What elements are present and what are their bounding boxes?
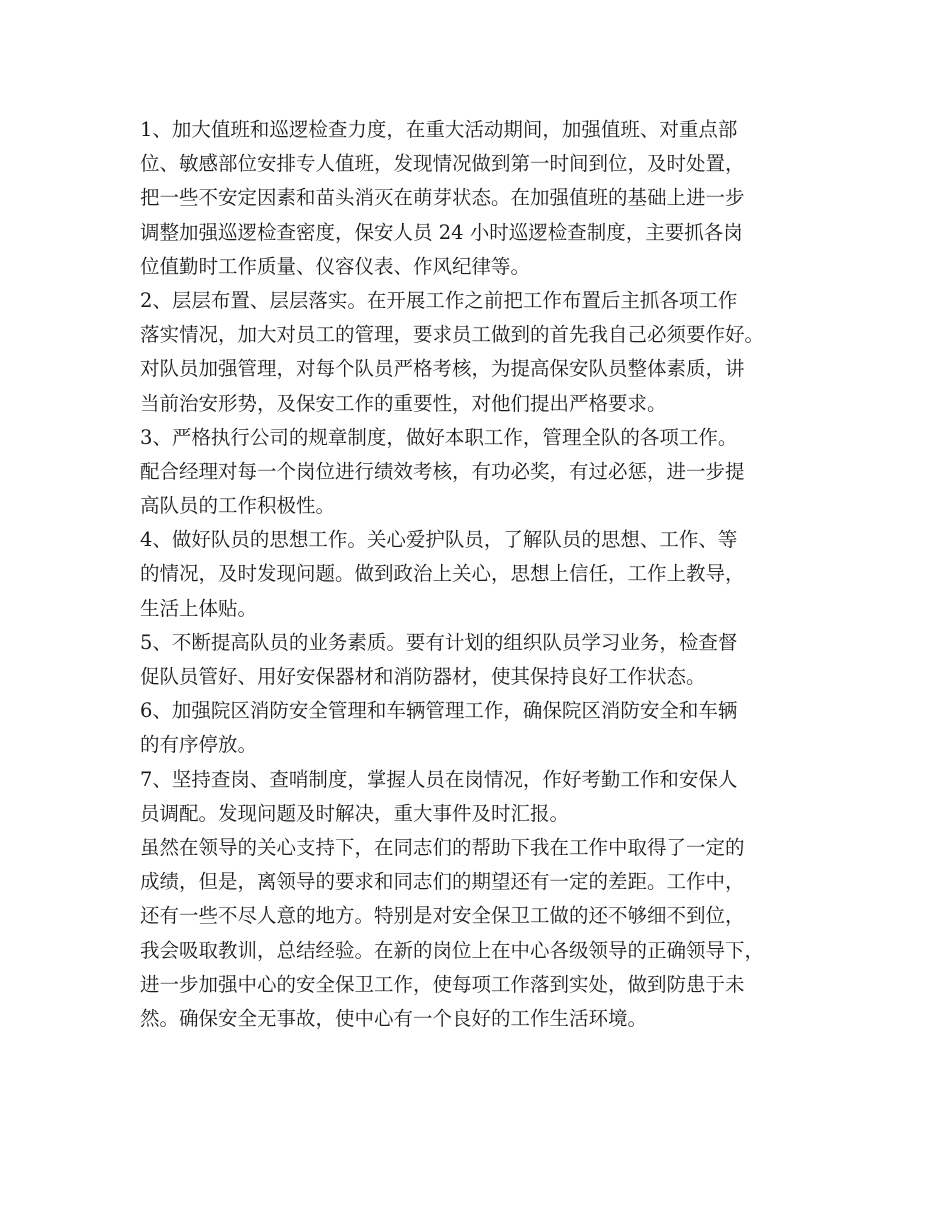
text-line: 把一些不安定因素和苗头消灭在萌芽状态。在加强值班的基础上进一步 xyxy=(140,186,745,210)
text-line: 7、坚持查岗、查哨制度，掌握人员在岗情况，作好考勤工作和安保人 xyxy=(140,767,738,791)
text-line: 成绩，但是，离领导的要求和同志们的期望还有一定的差距。工作中， xyxy=(140,870,745,894)
text-line: 还有一些不尽人意的地方。特别是对安全保卫工做的还不够细不到位， xyxy=(140,904,745,928)
text-line: 位值勤时工作质量、仪容仪表、作风纪律等。 xyxy=(140,254,531,278)
text-line: 促队员管好、用好安保器材和消防器材，使其保持良好工作状态。 xyxy=(140,665,706,688)
text-line: 的有序停放。 xyxy=(140,733,258,757)
text-line: 的情况，及时发现问题。做到政治上关心，思想上信任，工作上教导， xyxy=(140,562,745,586)
text-line: 1、加大值班和巡逻检查力度，在重大活动期间，加强值班、对重点部 xyxy=(140,118,738,141)
text-line: 6、加强院区消防安全管理和车辆管理工作，确保院区消防安全和车辆 xyxy=(140,699,738,723)
text-line: 3、严格执行公司的规章制度，做好本职工作，管理全队的各项工作。 xyxy=(140,425,738,449)
text-line: 生活上体贴。 xyxy=(140,596,258,620)
text-line: 进一步加强中心的安全保卫工作，使每项工作落到实处，做到防患于未 xyxy=(140,972,745,996)
text-line: 对队员加强管理，对每个队员严格考核，为提高保安队员整体素质，讲 xyxy=(140,357,745,381)
text-line: 4、做好队员的思想工作。关心爱护队员，了解队员的思想、工作、等 xyxy=(140,528,738,552)
text-line: 当前治安形势，及保安工作的重要性，对他们提出严格要求。 xyxy=(140,391,667,415)
text-line: 位、敏感部位安排专人值班，发现情况做到第一时间到位，及时处置， xyxy=(140,152,745,176)
text-line: 配合经理对每一个岗位进行绩效考核，有功必奖，有过必惩，进一步提 xyxy=(140,459,745,483)
text-line: 员调配。发现问题及时解决，重大事件及时汇报。 xyxy=(140,801,570,825)
text-line: 虽然在领导的关心支持下，在同志们的帮助下我在工作中取得了一定的 xyxy=(140,835,745,859)
text-line: 调整加强巡逻检查密度，保安人员 24 小时巡逻检查制度，主要抓各岗 xyxy=(140,220,743,244)
text-line: 我会吸取教训，总结经验。在新的岗位上在中心各级领导的正确领导下， xyxy=(140,938,765,962)
text-line: 落实情况，加大对员工的管理，要求员工做到的首先我自己必须要作好。 xyxy=(140,323,765,347)
text-line: 2、层层布置、层层落实。在开展工作之前把工作布置后主抓各项工作 xyxy=(140,288,738,312)
document-body xyxy=(140,113,830,1036)
text-line: 5、不断提高队员的业务素质。要有计划的组织队员学习业务，检查督 xyxy=(140,630,738,654)
text-line: 然。确保安全无事故，使中心有一个良好的工作生活环境。 xyxy=(140,1006,648,1030)
text-line: 高队员的工作积极性。 xyxy=(140,494,336,518)
